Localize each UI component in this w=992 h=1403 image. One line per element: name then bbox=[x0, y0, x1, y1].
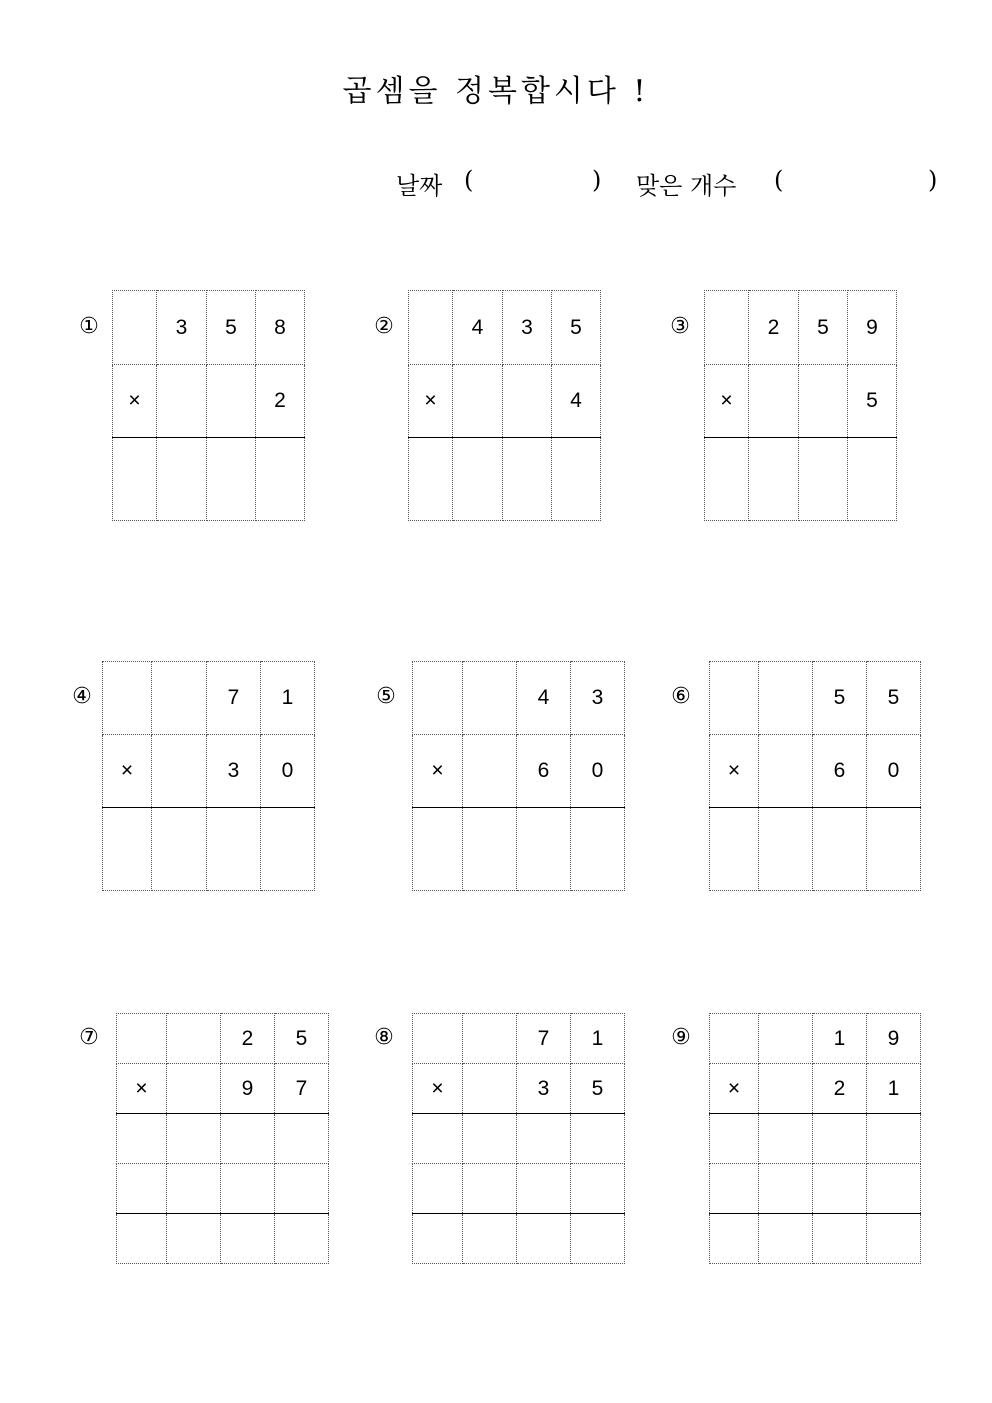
problem-9-cell-r1-c1 bbox=[710, 1014, 759, 1064]
problem-6-grid bbox=[709, 661, 921, 891]
problem-2-cell-r3-c2[interactable] bbox=[453, 438, 503, 521]
problem-1-cell-r3-c2[interactable] bbox=[157, 438, 207, 521]
problem-2-cell-r2-c3 bbox=[503, 365, 552, 438]
problem-4-cell-r1-c1 bbox=[103, 662, 152, 735]
problem-7-grid bbox=[116, 1013, 329, 1264]
problem-8-cell-r4-c1[interactable] bbox=[413, 1164, 463, 1214]
problem-1-cell-r2-c3 bbox=[207, 365, 256, 438]
problem-7-cell-r1-c4: 5 bbox=[275, 1014, 329, 1064]
problem-8-cell-r5-c4[interactable] bbox=[571, 1214, 625, 1264]
problem-9-number: ⑨ bbox=[671, 1025, 691, 1050]
problem-8-cell-r3-c1[interactable] bbox=[413, 1114, 463, 1164]
problem-7-cell-r4-c3[interactable] bbox=[221, 1164, 275, 1214]
problem-3-grid bbox=[704, 290, 897, 521]
problem-1-cell-r2-c1: × bbox=[113, 365, 157, 438]
problem-3-cell-r2-c3 bbox=[799, 365, 848, 438]
problem-8-cell-r3-c4[interactable] bbox=[571, 1114, 625, 1164]
problem-5-cell-r1-c3: 4 bbox=[517, 662, 571, 735]
problem-3-cell-r1-c1 bbox=[705, 291, 749, 365]
problem-9-cell-r5-c1[interactable] bbox=[710, 1214, 759, 1264]
problem-4-cell-r3-c4[interactable] bbox=[261, 808, 315, 891]
problem-9-cell-r5-c2[interactable] bbox=[759, 1214, 813, 1264]
problem-4-cell-r3-c1[interactable] bbox=[103, 808, 152, 891]
problem-9-cell-r4-c4[interactable] bbox=[867, 1164, 921, 1214]
problem-4-cell-r1-c2 bbox=[152, 662, 207, 735]
problem-5-cell-r2-c3: 6 bbox=[517, 735, 571, 808]
problem-2-cell-r1-c3: 3 bbox=[503, 291, 552, 365]
problem-7-cell-r1-c2 bbox=[167, 1014, 221, 1064]
problem-1-cell-r3-c1[interactable] bbox=[113, 438, 157, 521]
problem-8-cell-r3-c3[interactable] bbox=[517, 1114, 571, 1164]
problem-8-cell-r5-c3[interactable] bbox=[517, 1214, 571, 1264]
problem-4-cell-r3-c2[interactable] bbox=[152, 808, 207, 891]
problem-9-cell-r4-c3[interactable] bbox=[813, 1164, 867, 1214]
problem-6-cell-r3-c4[interactable] bbox=[867, 808, 921, 891]
problem-9-cell-r1-c4: 9 bbox=[867, 1014, 921, 1064]
problem-9-cell-r2-c3: 2 bbox=[813, 1064, 867, 1114]
problem-8-cell-r2-c2 bbox=[463, 1064, 517, 1114]
problem-6-cell-r1-c4: 5 bbox=[867, 662, 921, 735]
problem-2-grid bbox=[408, 290, 601, 521]
page-title: 곱셈을 정복합시다 ! bbox=[342, 74, 650, 109]
problem-6-cell-r1-c1 bbox=[710, 662, 759, 735]
problem-5-cell-r2-c2 bbox=[463, 735, 517, 808]
problem-6-cell-r2-c1: × bbox=[710, 735, 759, 808]
problem-2-cell-r1-c1 bbox=[409, 291, 453, 365]
problem-1-cell-r2-c4: 2 bbox=[256, 365, 305, 438]
problem-8-cell-r5-c2[interactable] bbox=[463, 1214, 517, 1264]
problem-7-cell-r4-c4[interactable] bbox=[275, 1164, 329, 1214]
problem-9-cell-r3-c3[interactable] bbox=[813, 1114, 867, 1164]
problem-9-cell-r4-c2[interactable] bbox=[759, 1164, 813, 1214]
problem-3-cell-r3-c3[interactable] bbox=[799, 438, 848, 521]
problem-9-cell-r5-c4[interactable] bbox=[867, 1214, 921, 1264]
problem-8-cell-r1-c2 bbox=[463, 1014, 517, 1064]
problem-9-cell-r3-c2[interactable] bbox=[759, 1114, 813, 1164]
problem-8-number: ⑧ bbox=[374, 1025, 394, 1050]
problem-7-cell-r1-c1 bbox=[117, 1014, 167, 1064]
problem-4-cell-r2-c4: 0 bbox=[261, 735, 315, 808]
problem-3-cell-r1-c3: 5 bbox=[799, 291, 848, 365]
problem-9-cell-r2-c2 bbox=[759, 1064, 813, 1114]
date-open-paren: ( bbox=[464, 166, 474, 194]
problem-2-cell-r3-c1[interactable] bbox=[409, 438, 453, 521]
correct-count-label: 맞은 개수 bbox=[636, 172, 737, 200]
problem-8-cell-r3-c2[interactable] bbox=[463, 1114, 517, 1164]
correct-close-paren: ) bbox=[928, 166, 938, 194]
problem-7-cell-r3-c4[interactable] bbox=[275, 1114, 329, 1164]
problem-9-cell-r1-c2 bbox=[759, 1014, 813, 1064]
problem-6-cell-r3-c3[interactable] bbox=[813, 808, 867, 891]
problem-7-cell-r3-c2[interactable] bbox=[167, 1114, 221, 1164]
problem-8-cell-r4-c4[interactable] bbox=[571, 1164, 625, 1214]
problem-4-number: ④ bbox=[72, 684, 92, 709]
problem-5-cell-r1-c1 bbox=[413, 662, 463, 735]
problem-7-cell-r5-c2[interactable] bbox=[167, 1214, 221, 1264]
problem-9-cell-r2-c1: × bbox=[710, 1064, 759, 1114]
problem-8-cell-r2-c3: 3 bbox=[517, 1064, 571, 1114]
date-label: 날짜 bbox=[396, 172, 443, 200]
problem-4-cell-r2-c2 bbox=[152, 735, 207, 808]
problem-5-cell-r2-c1: × bbox=[413, 735, 463, 808]
problem-7-cell-r5-c3[interactable] bbox=[221, 1214, 275, 1264]
problem-6-number: ⑥ bbox=[671, 684, 691, 709]
problem-3-cell-r3-c2[interactable] bbox=[749, 438, 799, 521]
problem-8-cell-r2-c1: × bbox=[413, 1064, 463, 1114]
problem-1-cell-r3-c4[interactable] bbox=[256, 438, 305, 521]
problem-1-cell-r1-c2: 3 bbox=[157, 291, 207, 365]
problem-7-cell-r3-c3[interactable] bbox=[221, 1114, 275, 1164]
problem-2-cell-r3-c3[interactable] bbox=[503, 438, 552, 521]
problem-8-cell-r4-c2[interactable] bbox=[463, 1164, 517, 1214]
problem-7-cell-r2-c3: 9 bbox=[221, 1064, 275, 1114]
problem-3-cell-r3-c1[interactable] bbox=[705, 438, 749, 521]
problem-6-cell-r3-c1[interactable] bbox=[710, 808, 759, 891]
date-close-paren: ) bbox=[592, 166, 602, 194]
problem-2-cell-r1-c2: 4 bbox=[453, 291, 503, 365]
problem-8-cell-r2-c4: 5 bbox=[571, 1064, 625, 1114]
problem-7-cell-r4-c1[interactable] bbox=[117, 1164, 167, 1214]
problem-5-cell-r3-c3[interactable] bbox=[517, 808, 571, 891]
problem-7-cell-r5-c1[interactable] bbox=[117, 1214, 167, 1264]
problem-8-cell-r1-c4: 1 bbox=[571, 1014, 625, 1064]
problem-4-cell-r2-c1: × bbox=[103, 735, 152, 808]
problem-7-cell-r2-c1: × bbox=[117, 1064, 167, 1114]
problem-4-cell-r3-c3[interactable] bbox=[207, 808, 261, 891]
problem-8-cell-r5-c1[interactable] bbox=[413, 1214, 463, 1264]
problem-8-grid bbox=[412, 1013, 625, 1264]
problem-9-cell-r3-c4[interactable] bbox=[867, 1114, 921, 1164]
problem-1-cell-r1-c1 bbox=[113, 291, 157, 365]
problem-7-number: ⑦ bbox=[79, 1025, 99, 1050]
problem-5-cell-r3-c1[interactable] bbox=[413, 808, 463, 891]
problem-8-cell-r1-c3: 7 bbox=[517, 1014, 571, 1064]
problem-6-cell-r2-c3: 6 bbox=[813, 735, 867, 808]
problem-9-grid bbox=[709, 1013, 921, 1264]
problem-7-cell-r5-c4[interactable] bbox=[275, 1214, 329, 1264]
problem-1-cell-r2-c2 bbox=[157, 365, 207, 438]
problem-7-cell-r3-c1[interactable] bbox=[117, 1114, 167, 1164]
problem-6-cell-r2-c4: 0 bbox=[867, 735, 921, 808]
problem-9-cell-r4-c1[interactable] bbox=[710, 1164, 759, 1214]
problem-9-cell-r3-c1[interactable] bbox=[710, 1114, 759, 1164]
problem-6-cell-r3-c2[interactable] bbox=[759, 808, 813, 891]
problem-1-cell-r1-c3: 5 bbox=[207, 291, 256, 365]
problem-5-cell-r1-c2 bbox=[463, 662, 517, 735]
problem-7-cell-r2-c4: 7 bbox=[275, 1064, 329, 1114]
problem-8-cell-r1-c1 bbox=[413, 1014, 463, 1064]
problem-9-cell-r5-c3[interactable] bbox=[813, 1214, 867, 1264]
problem-2-cell-r2-c1: × bbox=[409, 365, 453, 438]
problem-6-cell-r1-c2 bbox=[759, 662, 813, 735]
problem-4-grid bbox=[102, 661, 315, 891]
problem-1-cell-r1-c4: 8 bbox=[256, 291, 305, 365]
problem-8-cell-r4-c3[interactable] bbox=[517, 1164, 571, 1214]
problem-5-cell-r3-c2[interactable] bbox=[463, 808, 517, 891]
problem-6-cell-r1-c3: 5 bbox=[813, 662, 867, 735]
problem-7-cell-r2-c2 bbox=[167, 1064, 221, 1114]
problem-3-cell-r1-c4: 9 bbox=[848, 291, 897, 365]
problem-1-grid bbox=[112, 290, 305, 521]
problem-2-cell-r2-c2 bbox=[453, 365, 503, 438]
problem-4-cell-r2-c3: 3 bbox=[207, 735, 261, 808]
problem-3-cell-r2-c4: 5 bbox=[848, 365, 897, 438]
problem-5-cell-r1-c4: 3 bbox=[571, 662, 625, 735]
problem-3-number: ③ bbox=[670, 314, 690, 339]
correct-open-paren: ( bbox=[774, 166, 784, 194]
problem-3-cell-r2-c2 bbox=[749, 365, 799, 438]
problem-6-cell-r2-c2 bbox=[759, 735, 813, 808]
problem-3-cell-r1-c2: 2 bbox=[749, 291, 799, 365]
problem-9-cell-r1-c3: 1 bbox=[813, 1014, 867, 1064]
problem-2-cell-r3-c4[interactable] bbox=[552, 438, 601, 521]
problem-2-number: ② bbox=[374, 314, 394, 339]
problem-1-number: ① bbox=[79, 314, 99, 339]
problem-1-cell-r3-c3[interactable] bbox=[207, 438, 256, 521]
problem-3-cell-r2-c1: × bbox=[705, 365, 749, 438]
problem-7-cell-r1-c3: 2 bbox=[221, 1014, 275, 1064]
problem-5-cell-r2-c4: 0 bbox=[571, 735, 625, 808]
problem-4-cell-r1-c3: 7 bbox=[207, 662, 261, 735]
problem-7-cell-r4-c2[interactable] bbox=[167, 1164, 221, 1214]
problem-5-grid bbox=[412, 661, 625, 891]
problem-4-cell-r1-c4: 1 bbox=[261, 662, 315, 735]
problem-9-cell-r2-c4: 1 bbox=[867, 1064, 921, 1114]
problem-5-number: ⑤ bbox=[376, 684, 396, 709]
problem-3-cell-r3-c4[interactable] bbox=[848, 438, 897, 521]
problem-2-cell-r1-c4: 5 bbox=[552, 291, 601, 365]
problem-5-cell-r3-c4[interactable] bbox=[571, 808, 625, 891]
problem-2-cell-r2-c4: 4 bbox=[552, 365, 601, 438]
